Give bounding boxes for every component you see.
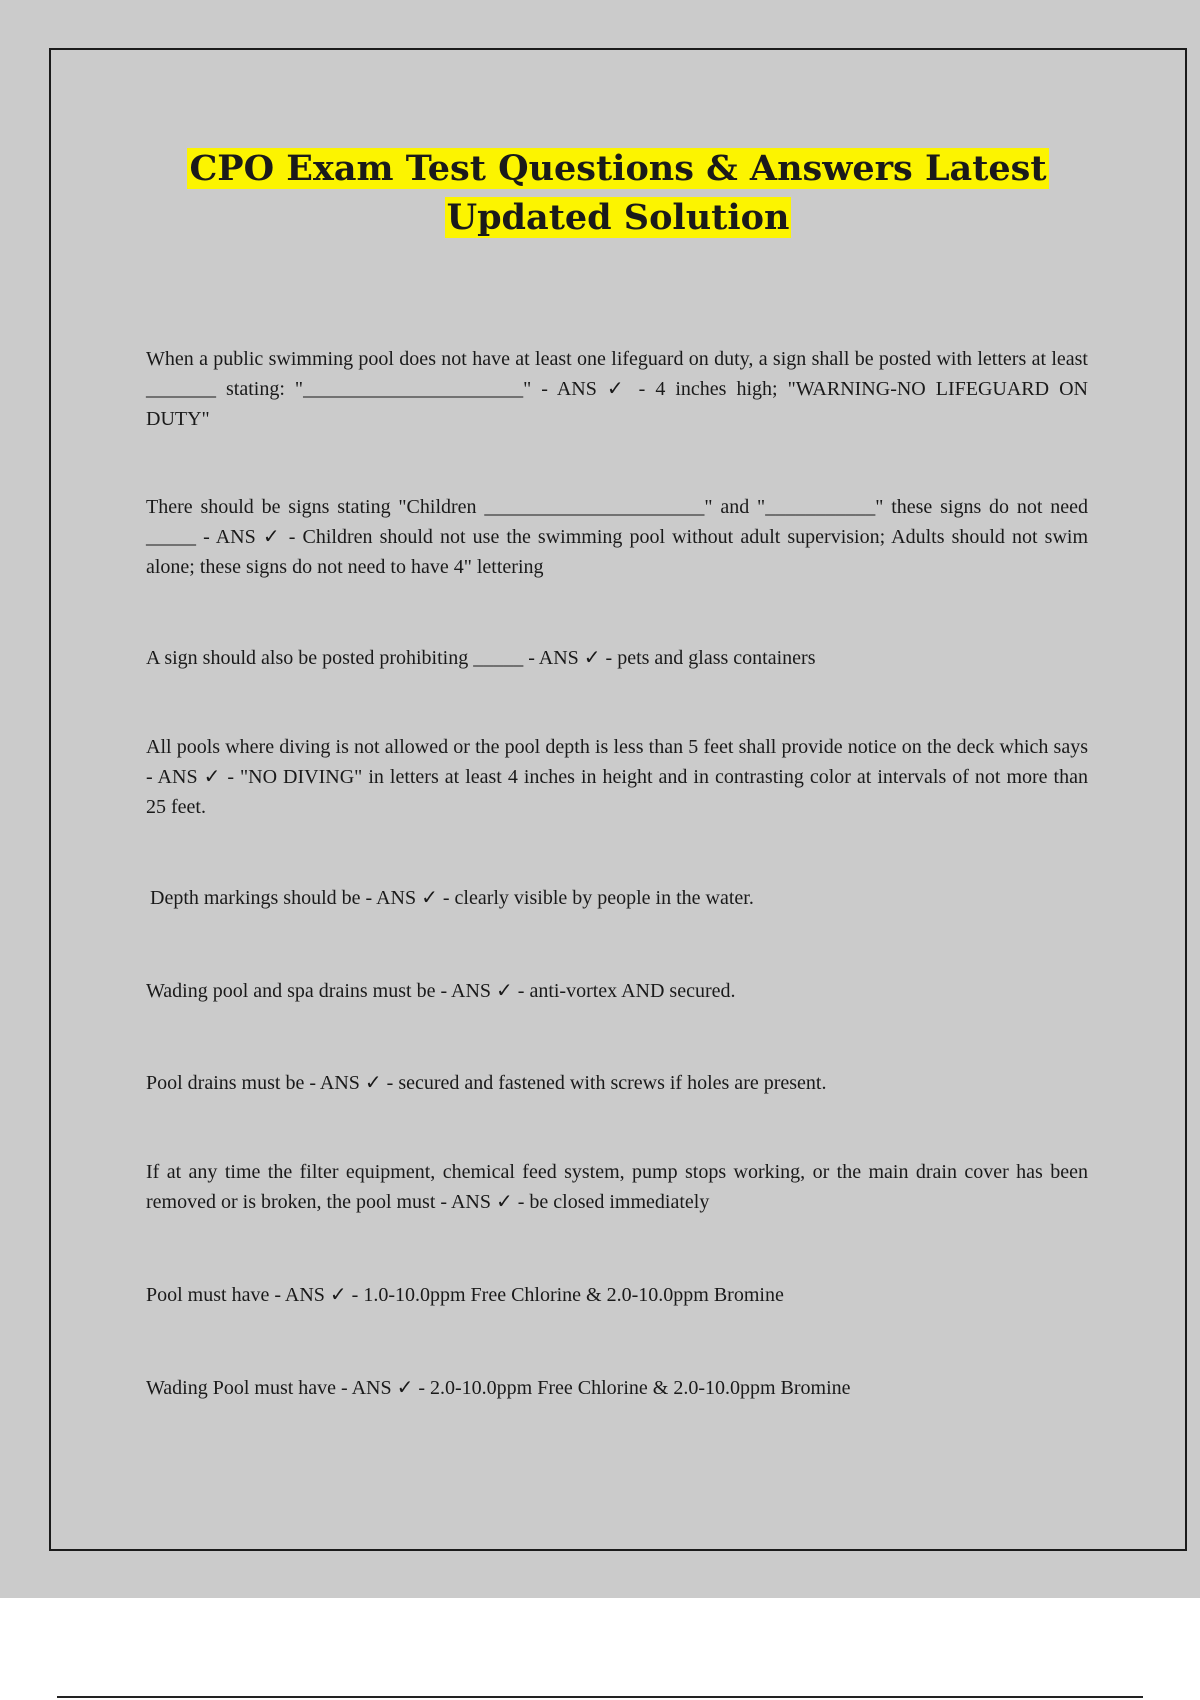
footer-rule — [57, 1696, 1143, 1698]
qa-item-2: There should be signs stating "Children ______________________" and "___________" these signs do not need _____ - ANS ✓ - Children should not use the swimming pool without adult supervision; Adults should not swim alone; these signs do not need to have 4" lettering — [146, 496, 1088, 578]
qa-item-7: Pool drains must be - ANS ✓ - secured and fastened with screws if holes are present. — [146, 1072, 827, 1094]
qa-item-8: If at any time the filter equipment, chemical feed system, pump stops working, or the main drain cover has been removed or is broken, the pool must - ANS ✓ - be closed immediately — [146, 1161, 1088, 1213]
qa-item-4: All pools where diving is not allowed or the pool depth is less than 5 feet shall provide notice on the deck which says - ANS ✓ - "NO DIVING" in letters at least 4 inches in height and in contrasting color at intervals of not more than 25 feet. — [146, 736, 1088, 818]
qa-item-5: Depth markings should be - ANS ✓ - clearly visible by people in the water. — [150, 887, 754, 909]
qa-item-10: Wading Pool must have - ANS ✓ - 2.0-10.0ppm Free Chlorine & 2.0-10.0ppm Bromine — [146, 1377, 851, 1399]
title-line-2: Updated Solution — [446, 197, 790, 238]
document-title — [51, 144, 1185, 242]
document-frame — [49, 48, 1187, 1551]
qa-item-9: Pool must have - ANS ✓ - 1.0-10.0ppm Free Chlorine & 2.0-10.0ppm Bromine — [146, 1284, 784, 1306]
qa-item-6: Wading pool and spa drains must be - ANS ✓ - anti-vortex AND secured. — [146, 980, 736, 1002]
qa-item-3: A sign should also be posted prohibiting _____ - ANS ✓ - pets and glass containers — [146, 647, 816, 669]
title-line-1: CPO Exam Test Questions & Answers Latest — [189, 148, 1047, 189]
qa-item-1: When a public swimming pool does not have at least one lifeguard on duty, a sign shall be posted with letters at least _______ stating: "______________________" - ANS ✓ - 4 inches high; "WARNING-NO LIFEGUARD ON DUTY" — [146, 348, 1088, 430]
